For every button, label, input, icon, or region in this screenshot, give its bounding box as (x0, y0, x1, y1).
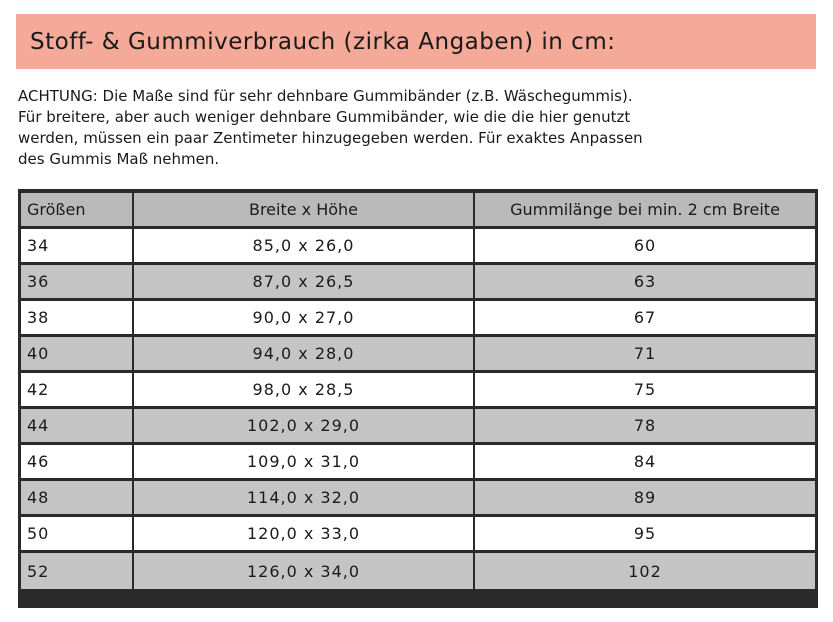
cell-size: 40 (21, 337, 134, 373)
cell-elastic-length: 95 (475, 517, 815, 553)
note-line: werden, müssen ein paar Zentimeter hinzugegeben werden. Für exaktes Anpassen (18, 129, 643, 147)
note-line: des Gummis Maß nehmen. (18, 150, 220, 168)
cell-dimensions: 90,0 x 27,0 (134, 301, 475, 337)
cell-elastic-length: 67 (475, 301, 815, 337)
cell-elastic-length: 89 (475, 481, 815, 517)
table-row (21, 517, 815, 553)
size-table (21, 193, 815, 589)
cell-size: 46 (21, 445, 134, 481)
cell-size: 36 (21, 265, 134, 301)
cell-dimensions: 114,0 x 32,0 (134, 481, 475, 517)
note-line: ACHTUNG: Die Maße sind für sehr dehnbare Gummibänder (z.B. Wäschegummis). (18, 87, 633, 105)
cell-size: 50 (21, 517, 134, 553)
cell-size: 34 (21, 229, 134, 265)
cell-dimensions: 94,0 x 28,0 (134, 337, 475, 373)
table-row (21, 229, 815, 265)
cell-dimensions: 126,0 x 34,0 (134, 553, 475, 589)
table-row (21, 553, 815, 589)
cell-dimensions: 98,0 x 28,5 (134, 373, 475, 409)
cell-size: 52 (21, 553, 134, 589)
cell-elastic-length: 71 (475, 337, 815, 373)
cell-elastic-length: 78 (475, 409, 815, 445)
header-elastic-length: Gummilänge bei min. 2 cm Breite (475, 193, 815, 229)
cell-dimensions: 102,0 x 29,0 (134, 409, 475, 445)
cell-size: 48 (21, 481, 134, 517)
title-banner (16, 14, 816, 69)
cell-dimensions: 109,0 x 31,0 (134, 445, 475, 481)
cell-elastic-length: 75 (475, 373, 815, 409)
table-row (21, 409, 815, 445)
table-row (21, 481, 815, 517)
table-header-row (21, 193, 815, 229)
cell-elastic-length: 84 (475, 445, 815, 481)
cell-dimensions: 85,0 x 26,0 (134, 229, 475, 265)
cell-size: 38 (21, 301, 134, 337)
cell-elastic-length: 63 (475, 265, 815, 301)
table-row (21, 301, 815, 337)
cell-elastic-length: 60 (475, 229, 815, 265)
header-dimensions: Breite x Höhe (134, 193, 475, 229)
note-paragraph (18, 86, 808, 170)
table-row (21, 445, 815, 481)
size-table-frame (18, 189, 818, 608)
cell-dimensions: 120,0 x 33,0 (134, 517, 475, 553)
note-line: Für breitere, aber auch weniger dehnbare Gummibänder, wie die die hier genutzt (18, 108, 631, 126)
cell-size: 42 (21, 373, 134, 409)
page-title: Stoff- & Gummiverbrauch (zirka Angaben) in cm: (30, 28, 616, 55)
table-row (21, 373, 815, 409)
table-row (21, 337, 815, 373)
cell-size: 44 (21, 409, 134, 445)
cell-dimensions: 87,0 x 26,5 (134, 265, 475, 301)
header-size: Größen (21, 193, 134, 229)
table-row (21, 265, 815, 301)
cell-elastic-length: 102 (475, 553, 815, 589)
